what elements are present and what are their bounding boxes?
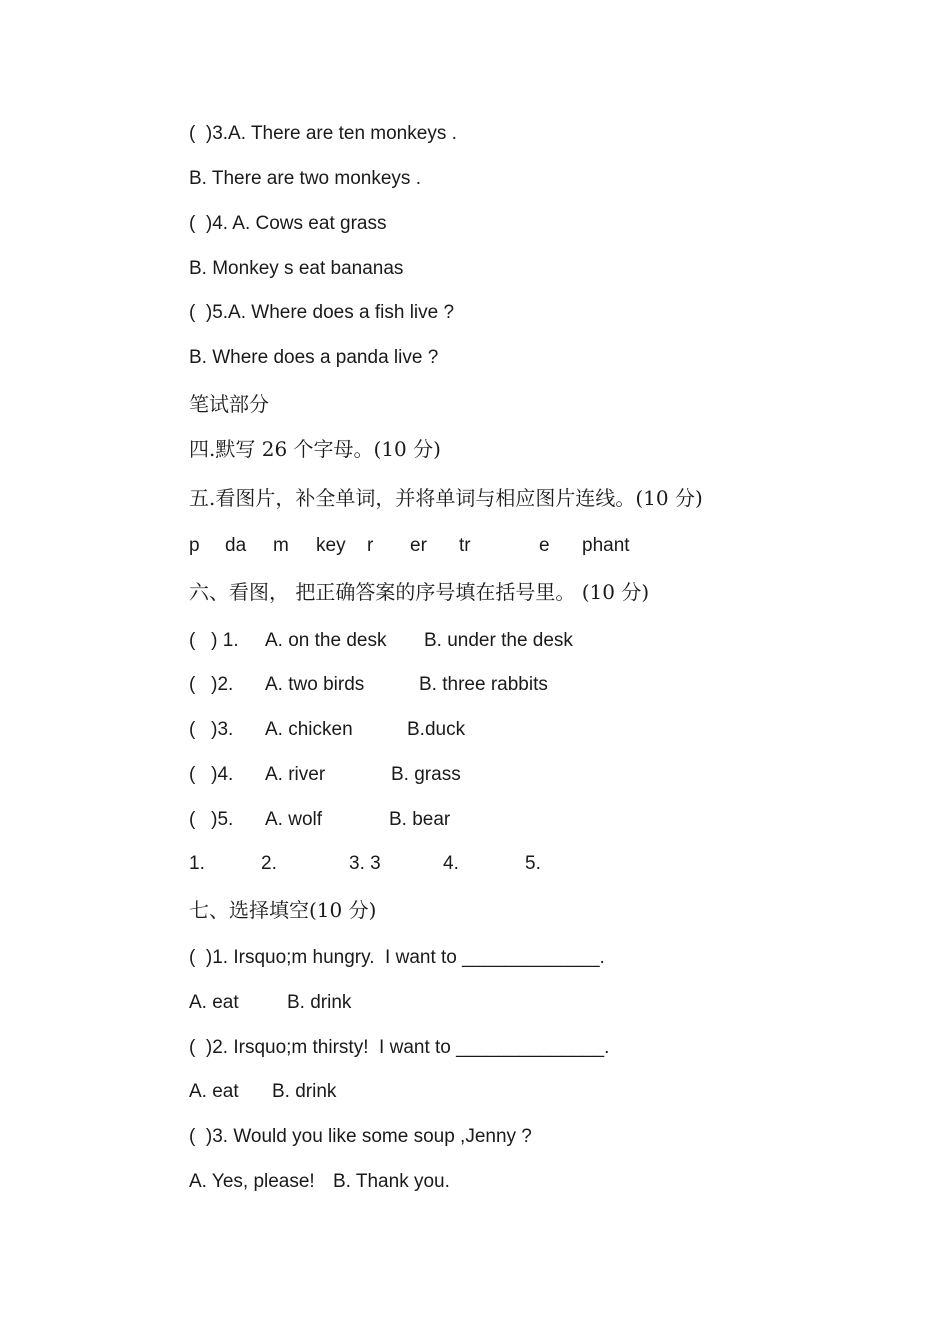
option-a: A. river <box>265 764 326 785</box>
option-b: B. bear <box>389 809 451 830</box>
question-3-option-a: ( )3.A. There are ten monkeys . <box>189 123 457 144</box>
option-a: A. eat <box>189 1081 239 1102</box>
item-number: ( )3. <box>189 719 234 740</box>
section-6-item <box>189 629 839 653</box>
word-fragment: tr <box>459 535 471 556</box>
section-7-question-2-options <box>189 1080 839 1104</box>
word-fragment: er <box>410 535 427 556</box>
option-a: A. eat <box>189 992 239 1013</box>
section-7-question-2: ( )2. Irsquo;m thirsty! I want to ______________. <box>189 1037 610 1058</box>
word-fragment: r <box>367 535 374 556</box>
option-b: B.duck <box>407 719 466 740</box>
word-fragments-row <box>189 534 839 558</box>
section-6-item <box>189 763 839 787</box>
option-b: B. Thank you. <box>333 1171 450 1192</box>
section-7-title: 七、选择填空(10 分) <box>189 898 377 922</box>
item-number: ( ) 1. <box>189 630 239 651</box>
question-4-option-b: B. Monkey s eat bananas <box>189 258 404 279</box>
picture-label: 2. <box>261 853 277 874</box>
section-6-title: 六、看图， 把正确答案的序号填在括号里。 (10 分) <box>189 580 650 604</box>
word-fragment: e <box>539 535 550 556</box>
word-fragment: da <box>225 535 247 556</box>
option-b: B. drink <box>272 1081 337 1102</box>
section-5-title: 五.看图片，补全单词，并将单词与相应图片连线。(10 分) <box>189 486 703 510</box>
section-7-question-3: ( )3. Would you like some soup ,Jenny ? <box>189 1126 532 1147</box>
option-a: A. on the desk <box>265 630 387 651</box>
section-7-question-1: ( )1. Irsquo;m hungry. I want to _____________. <box>189 947 605 968</box>
section-6-item <box>189 718 839 742</box>
option-b: B. drink <box>287 992 352 1013</box>
item-number: ( )4. <box>189 764 234 785</box>
section-7-question-3-options <box>189 1170 839 1194</box>
picture-labels-row <box>189 852 839 876</box>
item-number: ( )2. <box>189 674 234 695</box>
picture-label: 5. <box>525 853 541 874</box>
option-a: A. two birds <box>265 674 365 695</box>
question-3-option-b: B. There are two monkeys . <box>189 168 421 189</box>
question-4-option-a: ( )4. A. Cows eat grass <box>189 213 387 234</box>
question-5-option-a: ( )5.A. Where does a fish live ? <box>189 302 455 323</box>
picture-label: 1. <box>189 853 205 874</box>
word-fragment: key <box>316 535 346 556</box>
section-6-item <box>189 808 839 832</box>
picture-label: 3. 3 <box>349 853 381 874</box>
item-number: ( )5. <box>189 809 234 830</box>
option-b: B. under the desk <box>424 630 573 651</box>
word-fragment: p <box>189 535 200 556</box>
option-b: B. grass <box>391 764 461 785</box>
option-a: A. Yes, please! <box>189 1171 315 1192</box>
word-fragment: m <box>273 535 289 556</box>
option-a: A. wolf <box>265 809 323 830</box>
section-4-title: 四.默写 26 个字母。(10 分) <box>189 437 441 461</box>
option-a: A. chicken <box>265 719 353 740</box>
section-6-item <box>189 673 839 697</box>
question-5-option-b: B. Where does a panda live ? <box>189 347 439 368</box>
option-b: B. three rabbits <box>419 674 548 695</box>
picture-label: 4. <box>443 853 459 874</box>
section-7-question-1-options <box>189 991 839 1015</box>
written-part-heading: 笔试部分 <box>189 392 269 416</box>
word-fragment: phant <box>582 535 630 556</box>
